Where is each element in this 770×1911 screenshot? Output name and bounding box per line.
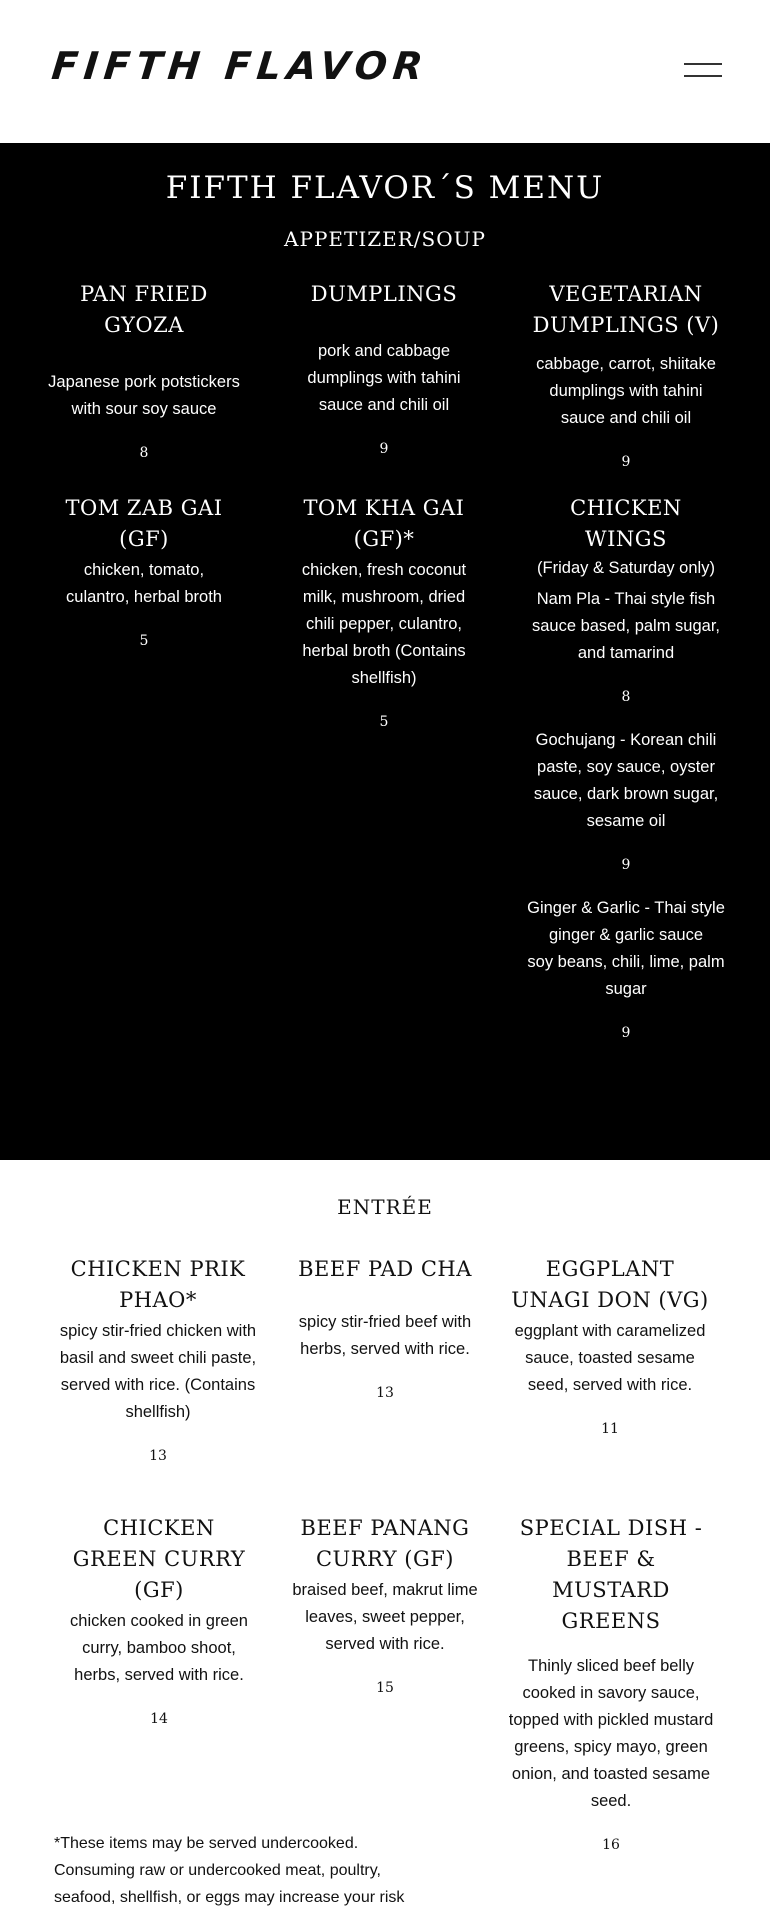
- item-description: pork and cabbage dumplings with tahini sauce and chili oil: [307, 342, 461, 414]
- item-description: braised beef, makrut lime leaves, sweet pepper, served with rice.: [292, 1581, 478, 1653]
- item-price: 13: [376, 1385, 394, 1401]
- item-name: CHICKEN WINGS: [570, 496, 682, 551]
- item-description: spicy stir-fried beef with herbs, served with rice.: [298, 1313, 472, 1358]
- variant-price: 8: [621, 689, 631, 705]
- menu-item-tom-zab-gai: [54, 493, 234, 651]
- menu-item-chicken-green-curry: [58, 1513, 260, 1729]
- item-description: chicken, fresh coconut milk, mushroom, dried chili pepper, culantro, herbal broth (Contains shellfish): [301, 561, 467, 687]
- item-name: VEGETARIAN DUMPLINGS (V): [532, 282, 720, 337]
- item-price: 9: [621, 454, 631, 470]
- item-price: 5: [139, 633, 149, 649]
- item-name: SPECIAL DISH - BEEF & MUSTARD GREENS: [519, 1516, 703, 1633]
- wing-variant-nam-pla: [526, 586, 726, 707]
- wing-variant-ginger-garlic: [526, 895, 731, 1043]
- menu-item-beef-panang-curry: [291, 1513, 479, 1698]
- menu-item-beef-pad-cha: [291, 1254, 479, 1403]
- menu-item-dumplings: [294, 279, 474, 459]
- item-name: PAN FRIED GYOZA: [80, 282, 208, 337]
- item-name: TOM ZAB GAI (GF): [65, 496, 223, 551]
- item-description: chicken cooked in green curry, bamboo shoot, herbs, served with rice.: [70, 1612, 248, 1684]
- item-name: CHICKEN GREEN CURRY (GF): [72, 1516, 246, 1602]
- site-logo[interactable]: FIFTH FLAVOR: [49, 44, 431, 88]
- entree-section: [0, 1160, 770, 1906]
- entree-section-title: ENTRÉE: [337, 1195, 433, 1219]
- raw-food-disclaimer: *These items may be served undercooked. Consuming raw or undercooked meat, poultry, seafood, shellfish, or eggs may increase your risk: [54, 1835, 405, 1906]
- item-price: 9: [379, 441, 389, 457]
- menu-item-chicken-prik-phao: [58, 1254, 258, 1466]
- menu-item-vegetarian-dumplings: [526, 279, 726, 472]
- item-name: CHICKEN PRIK PHAO*: [70, 1257, 246, 1312]
- site-header: [0, 0, 770, 143]
- variant-price: 9: [621, 857, 631, 873]
- item-availability-note: (Friday & Saturday only): [537, 559, 715, 577]
- menu-item-pan-fried-gyoza: [44, 279, 244, 463]
- variant-description: Nam Pla - Thai style fish sauce based, palm sugar, and tamarind: [531, 590, 721, 662]
- item-name: BEEF PAD CHA: [298, 1257, 472, 1281]
- item-description: cabbage, carrot, shiitake dumplings with tahini sauce and chili oil: [536, 355, 716, 427]
- item-price: 15: [376, 1680, 394, 1696]
- item-name: BEEF PANANG CURRY (GF): [300, 1516, 470, 1571]
- appetizer-section-title: APPETIZER/SOUP: [284, 227, 486, 251]
- variant-description: Ginger & Garlic - Thai style ginger & garlic sauce soy beans, chili, lime, palm sugar: [527, 899, 731, 998]
- hamburger-line: [684, 75, 722, 77]
- item-price: 11: [601, 1421, 619, 1437]
- item-description: chicken, tomato, culantro, herbal broth: [66, 561, 222, 606]
- appetizer-section: [0, 143, 770, 1160]
- hamburger-menu-icon[interactable]: [684, 58, 722, 82]
- item-description: eggplant with caramelized sauce, toasted sesame seed, served with rice.: [514, 1322, 706, 1394]
- item-price: 5: [379, 714, 389, 730]
- item-name: EGGPLANT UNAGI DON (VG): [511, 1257, 709, 1312]
- menu-item-eggplant-unagi-don: [505, 1254, 715, 1439]
- item-description: Japanese pork potstickers with sour soy sauce: [48, 373, 240, 418]
- hamburger-line: [684, 63, 722, 65]
- item-description: Thinly sliced beef belly cooked in savory sauce, topped with pickled mustard greens, spicy mayo, green onion, and toasted sesame seed.: [508, 1657, 714, 1810]
- menu-item-chicken-wings: [526, 493, 731, 1043]
- variant-description: Gochujang - Korean chili paste, soy sauce, oyster sauce, dark brown sugar, sesame oil: [533, 731, 719, 830]
- menu-item-special-beef-mustard-greens: [505, 1513, 717, 1855]
- item-description: spicy stir-fried chicken with basil and sweet chili paste, served with rice. (Contains shellfish): [59, 1322, 257, 1421]
- wing-variant-gochujang: [526, 727, 726, 875]
- menu-item-tom-kha-gai: [294, 493, 474, 732]
- item-price: 13: [149, 1448, 167, 1464]
- item-name: DUMPLINGS: [310, 282, 458, 306]
- variant-price: 9: [621, 1025, 631, 1041]
- menu-title: FIFTH FLAVOR´S MENU: [165, 170, 605, 206]
- item-price: 14: [150, 1711, 168, 1727]
- item-price: 8: [139, 445, 149, 461]
- item-name: TOM KHA GAI (GF)*: [303, 496, 465, 551]
- item-price: 16: [602, 1837, 620, 1853]
